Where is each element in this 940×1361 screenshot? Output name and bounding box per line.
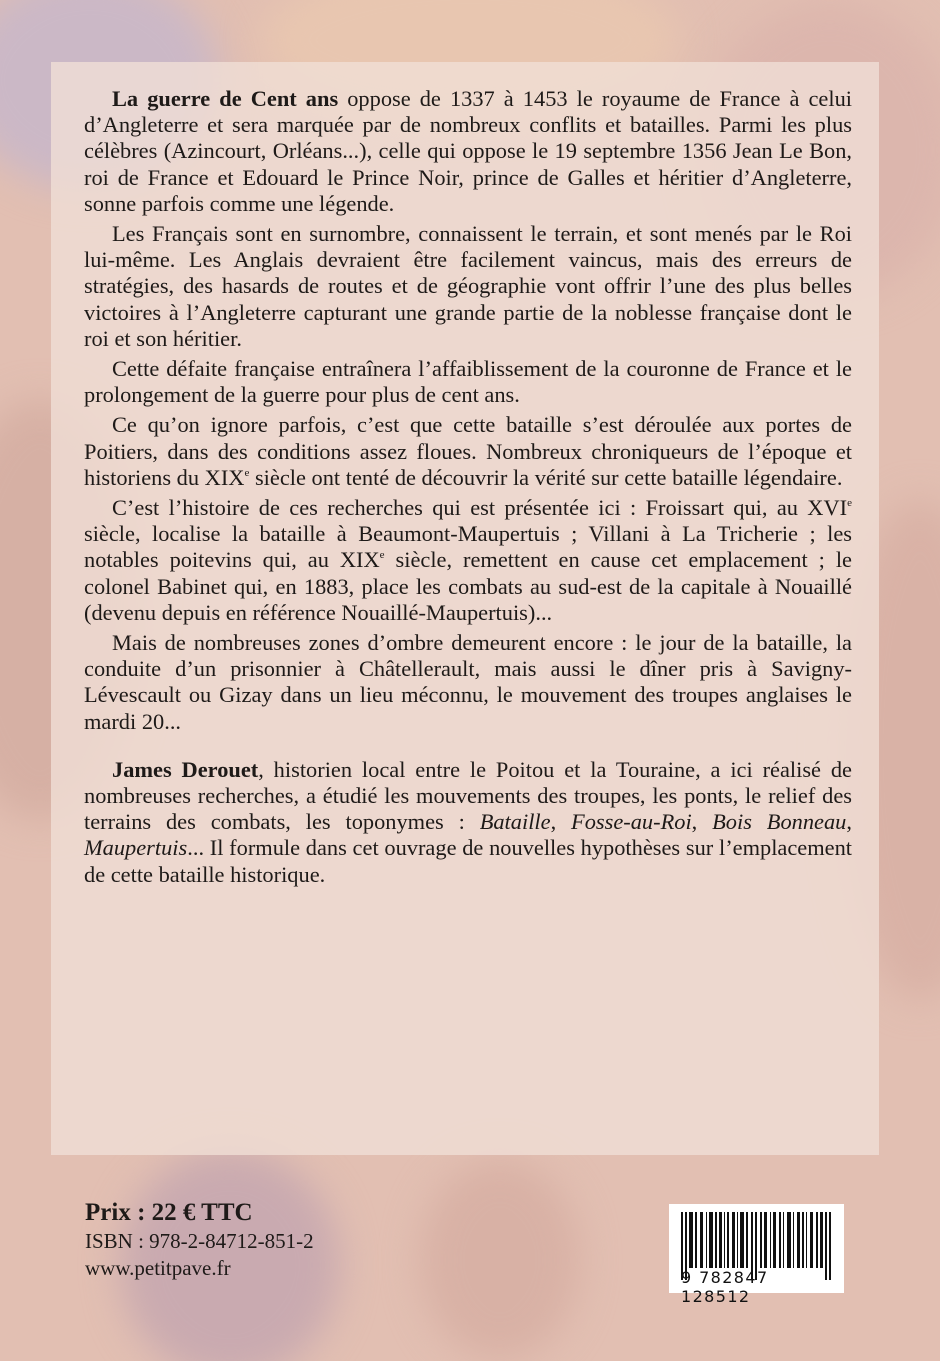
barcode-digits: 9 782847 128512: [681, 1268, 769, 1306]
paragraph: Mais de nombreuses zones d’ombre demeurent encore : le jour de la bataille, la conduite d’un prisonnier à Châtellerault, mais aussi le dîner pris à Savigny-Lévescault ou Gizay dans un lieu méconnu, le mouvement des troupes anglaises le mardi 20...: [84, 630, 852, 734]
paragraph: Cette défaite française entraînera l’affaiblissement de la couronne de France et le prolongement de la guerre pour plus de cent ans.: [84, 356, 852, 408]
paragraph: Les Français sont en surnombre, connaissent le terrain, et sont menés par le Roi lui-même. Les Anglais devraient être facilement vaincus, mais des erreurs de stratégies, des hasards de routes et de géographie vont offrir l’une des plus belles victoires à l’Angleterre capturant une grande partie de la noblesse française dont le roi et son héritier.: [84, 221, 852, 351]
paragraph: C’est l’histoire de ces recherches qui est présentée ici : Froissart qui, au XVIe siècle, localise la bataille à Beaumont-Maupertuis ; Villani à La Tricherie ; les notables poitevins qui, au XIXe siècle, remettent en cause cet emplacement ; le colonel Babinet qui, en 1883, place les combats au sud-est de la capitale à Nouaillé (devenu depuis en référence Nouaillé-Maupertuis)...: [84, 495, 852, 625]
author-paragraph: James Derouet, historien local entre le Poitou et la Touraine, a ici réalisé de nombreuses recherches, a étudié les mouvements des troupes, les ponts, le relief des terrains des combats, les toponymes : Bataille, Fosse-au-Roi, Bois Bonneau, Maupertuis... Il formule dans cet ouvrage de nouvelles hypothèses sur l’emplacement de cette bataille historique.: [84, 756, 852, 887]
toponym: Fosse-au-Roi: [571, 809, 692, 835]
publisher-website: www.petitpave.fr: [85, 1256, 231, 1280]
paragraph: Ce qu’on ignore parfois, c’est que cette bataille s’est déroulée aux portes de Poitiers, dans des conditions assez floues. Nombreux chroniqueurs de l’époque et historiens du XIXe siècle ont tenté de découvrir la vérité sur cette bataille légendaire.: [84, 412, 852, 490]
toponym: Maupertuis: [84, 835, 188, 861]
book-subject-bold: La guerre de Cent ans: [112, 86, 339, 111]
paragraph: La guerre de Cent ans oppose de 1337 à 1453 le royaume de France à celui d’Angleterre et sera marquée par de nombreux conflits et batailles. Parmi les plus célèbres (Azincourt, Orléans...), celle qui oppose le 19 septembre 1356 Jean Le Bon, roi de France et Edouard le Prince Noir, prince de Galles et héritier d’Angleterre, sonne parfois comme une légende.: [84, 86, 852, 216]
bg-shape: [420, 1160, 580, 1360]
isbn-barcode: [669, 1204, 844, 1306]
price-label: Prix : 22 € TTC: [85, 1199, 253, 1226]
toponym: Bataille: [479, 809, 551, 835]
back-cover-blurb: [84, 86, 852, 892]
toponym: Bois Bonneau: [712, 809, 847, 835]
isbn-label: ISBN : 978-2-84712-851-2: [85, 1229, 314, 1253]
publication-info: [85, 1197, 314, 1282]
author-name: James Derouet: [112, 756, 259, 782]
